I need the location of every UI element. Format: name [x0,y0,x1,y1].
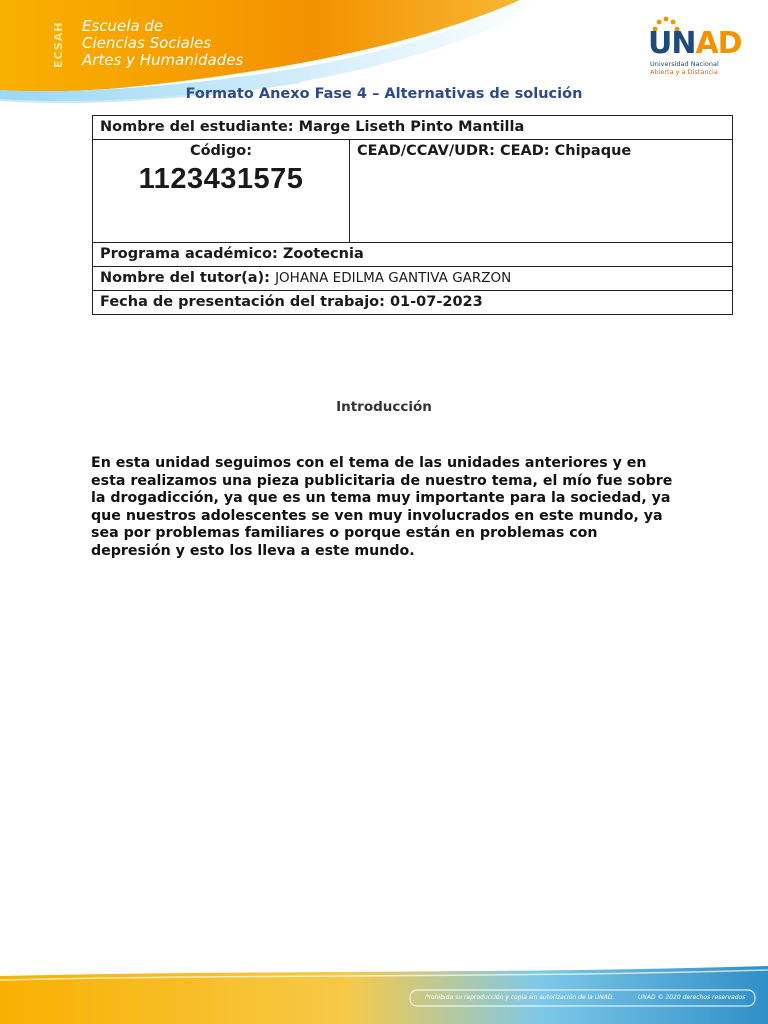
school-line-2: Ciencias Sociales [82,34,212,52]
document-title: Formato Anexo Fase 4 – Alternativas de solución [185,86,583,102]
ecsah-mark: ECSAH [52,21,65,68]
logo-subtitle [650,60,719,76]
logo-accent-text: AD [695,26,742,61]
footer-rights: UNAD © 2020 derechos reservados [638,994,746,1001]
tutor-name: JOHANA EDILMA GANTIVA GARZON [275,270,512,286]
logo-sub-line-2: Abierta y a Distancia [650,68,718,76]
code-number: 1123431575 [138,163,304,195]
code-label: Código: [189,143,253,159]
tutor-label: Nombre del tutor(a): [100,270,270,286]
unad-logo [648,26,742,61]
program-cell: Programa académico: Zootecnia [93,243,733,267]
cead-cell: CEAD/CCAV/UDR: CEAD: Chipaque [350,140,733,243]
tutor-cell [93,267,733,291]
logo-sub-line-1: Universidad Nacional [650,60,719,68]
school-line-1: Escuela de [82,17,164,35]
section-title: Introducción [336,399,432,415]
student-info-table [92,115,733,315]
footer-note: Prohibida su reproducción y copia sin autorización de la UNAD. [425,994,615,1001]
school-name [82,18,243,69]
intro-paragraph: En esta unidad seguimos con el tema de las unidades anteriores y en esta realizamos una pieza publicitaria de nuestro tema, el mío fue sobre la drogadicción, ya que es un tema muy importante para la sociedad, ya que nuestros adolescentes se ven muy involucrados en este mundo, ya sea por problemas familiares o porque están en problemas con depresión y esto los lleva a este mundo. [91,455,673,559]
school-line-3: Artes y Humanidades [82,51,244,69]
student-name-cell: Nombre del estudiante: Marge Liseth Pinto Mantilla [93,116,733,140]
logo-main-text: UN [648,26,696,61]
date-cell: Fecha de presentación del trabajo: 01-07-2023 [93,291,733,315]
code-cell [93,140,350,243]
